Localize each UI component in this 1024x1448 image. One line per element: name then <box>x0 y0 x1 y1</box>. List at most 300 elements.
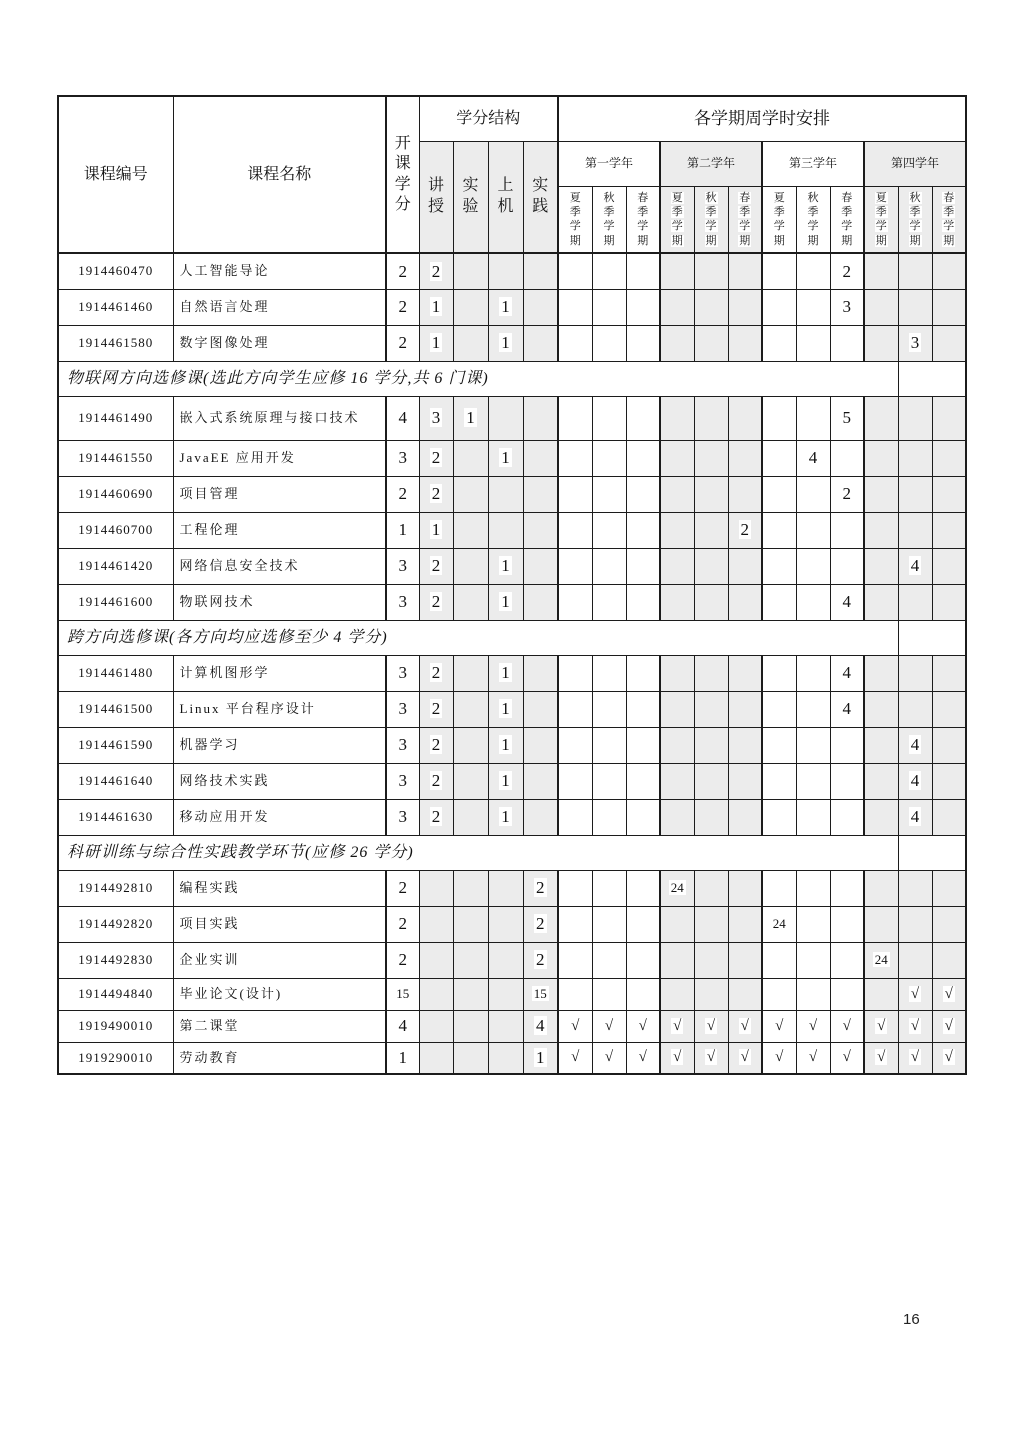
credit-structure-cell <box>523 476 558 512</box>
semester-hours-cell <box>830 978 864 1010</box>
credit-structure-cell <box>488 1042 523 1074</box>
semester-hours-cell <box>694 727 728 763</box>
semester-hours-cell <box>660 253 694 289</box>
semester-hours-cell: √ <box>626 1010 660 1042</box>
course-id-cell: 1914461590 <box>58 727 173 763</box>
semester-hours-cell: √ <box>558 1042 592 1074</box>
header-year-1: 第一学年 <box>558 141 660 186</box>
credit-structure-cell: 2 <box>523 870 558 906</box>
semester-hours-cell <box>796 727 830 763</box>
semester-hours-cell <box>864 870 898 906</box>
semester-hours-cell: √ <box>694 1042 728 1074</box>
semester-hours-cell <box>898 476 932 512</box>
credit-structure-cell <box>453 978 488 1010</box>
semester-hours-cell <box>762 799 796 835</box>
semester-hours-cell <box>660 396 694 440</box>
semester-hours-cell <box>830 799 864 835</box>
section-title: 跨方向选修课(各方向均应选修至少 4 学分) <box>58 620 898 655</box>
semester-hours-cell <box>592 289 626 325</box>
semester-hours-cell <box>932 870 966 906</box>
credit-structure-cell: 1 <box>488 655 523 691</box>
credit-structure-cell: 1 <box>419 289 453 325</box>
semester-hours-cell: √ <box>864 1010 898 1042</box>
credit-structure-cell: 1 <box>488 289 523 325</box>
semester-hours-cell: √ <box>728 1042 762 1074</box>
semester-hours-cell <box>864 253 898 289</box>
header-semester: 夏 季 学 期 <box>864 186 898 253</box>
course-id-cell: 1919290010 <box>58 1042 173 1074</box>
header-schedule-group: 各学期周学时安排 <box>558 96 966 141</box>
semester-hours-cell <box>626 691 660 727</box>
credit-structure-cell <box>488 942 523 978</box>
semester-hours-cell <box>694 396 728 440</box>
semester-hours-cell: √ <box>660 1010 694 1042</box>
section-row <box>58 835 966 870</box>
semester-hours-cell <box>558 763 592 799</box>
semester-hours-cell <box>592 942 626 978</box>
semester-hours-cell <box>558 691 592 727</box>
credit-structure-cell <box>453 691 488 727</box>
semester-hours-cell <box>694 476 728 512</box>
semester-hours-cell <box>830 942 864 978</box>
credit-structure-cell: 2 <box>523 942 558 978</box>
header-row-groups <box>58 96 966 141</box>
course-credits-cell: 3 <box>386 440 419 476</box>
course-row <box>58 870 966 906</box>
course-id-cell: 1914461630 <box>58 799 173 835</box>
course-credits-cell: 15 <box>386 978 419 1010</box>
credit-structure-cell <box>419 870 453 906</box>
semester-hours-cell <box>660 440 694 476</box>
semester-hours-cell <box>558 548 592 584</box>
course-credits-cell: 2 <box>386 253 419 289</box>
course-name-cell: 网络技术实践 <box>173 763 386 799</box>
semester-hours-cell <box>762 763 796 799</box>
course-id-cell: 1914461580 <box>58 325 173 361</box>
semester-hours-cell: 3 <box>898 325 932 361</box>
semester-hours-cell <box>728 476 762 512</box>
credit-structure-cell <box>523 548 558 584</box>
semester-hours-cell <box>660 584 694 620</box>
semester-hours-cell: √ <box>762 1042 796 1074</box>
credit-structure-cell <box>419 978 453 1010</box>
course-row <box>58 763 966 799</box>
semester-hours-cell <box>898 584 932 620</box>
course-name-cell: 自然语言处理 <box>173 289 386 325</box>
course-id-cell: 1914460700 <box>58 512 173 548</box>
course-credits-cell: 2 <box>386 942 419 978</box>
semester-hours-cell: √ <box>898 1010 932 1042</box>
semester-hours-cell <box>762 978 796 1010</box>
semester-hours-cell <box>898 253 932 289</box>
header-semester: 秋 季 学 期 <box>694 186 728 253</box>
semester-hours-cell <box>626 476 660 512</box>
credit-structure-cell: 1 <box>419 512 453 548</box>
course-id-cell: 1914494840 <box>58 978 173 1010</box>
semester-hours-cell <box>796 870 830 906</box>
semester-hours-cell: 24 <box>762 906 796 942</box>
semester-hours-cell <box>898 289 932 325</box>
credit-structure-cell <box>523 289 558 325</box>
semester-hours-cell <box>796 691 830 727</box>
semester-hours-cell <box>694 906 728 942</box>
semester-hours-cell: √ <box>830 1042 864 1074</box>
credit-structure-cell: 1 <box>488 440 523 476</box>
course-name-cell: 网络信息安全技术 <box>173 548 386 584</box>
semester-hours-cell: √ <box>660 1042 694 1074</box>
semester-hours-cell <box>728 655 762 691</box>
semester-hours-cell <box>694 253 728 289</box>
semester-hours-cell <box>592 655 626 691</box>
semester-hours-cell: 5 <box>830 396 864 440</box>
semester-hours-cell <box>592 870 626 906</box>
course-row <box>58 978 966 1010</box>
section-title: 物联网方向选修课(选此方向学生应修 16 学分,共 6 门课) <box>58 361 898 396</box>
credit-structure-cell <box>523 799 558 835</box>
semester-hours-cell <box>660 978 694 1010</box>
semester-hours-cell <box>660 763 694 799</box>
semester-hours-cell <box>762 655 796 691</box>
credit-structure-cell <box>453 440 488 476</box>
semester-hours-cell <box>694 799 728 835</box>
header-structure-col: 实 验 <box>453 141 488 253</box>
credit-structure-cell: 15 <box>523 978 558 1010</box>
semester-hours-cell <box>864 584 898 620</box>
semester-hours-cell: √ <box>796 1010 830 1042</box>
semester-hours-cell <box>592 584 626 620</box>
credit-structure-cell <box>453 906 488 942</box>
semester-hours-cell <box>796 325 830 361</box>
semester-hours-cell <box>558 978 592 1010</box>
semester-hours-cell <box>626 978 660 1010</box>
credit-structure-cell: 3 <box>419 396 453 440</box>
semester-hours-cell <box>558 906 592 942</box>
course-row <box>58 942 966 978</box>
course-name-cell: 物联网技术 <box>173 584 386 620</box>
semester-hours-cell <box>660 727 694 763</box>
semester-hours-cell <box>762 289 796 325</box>
course-credits-cell: 3 <box>386 799 419 835</box>
course-id-cell: 1914461600 <box>58 584 173 620</box>
section-row <box>58 361 966 396</box>
semester-hours-cell <box>762 253 796 289</box>
credit-structure-cell: 2 <box>419 655 453 691</box>
semester-hours-cell <box>796 396 830 440</box>
credit-structure-cell <box>523 691 558 727</box>
credit-structure-cell <box>453 1010 488 1042</box>
credit-structure-cell <box>453 655 488 691</box>
semester-hours-cell: √ <box>864 1042 898 1074</box>
semester-hours-cell: √ <box>762 1010 796 1042</box>
semester-hours-cell <box>762 584 796 620</box>
header-semester: 春 季 学 期 <box>626 186 660 253</box>
semester-hours-cell <box>898 396 932 440</box>
course-id-cell: 1919490010 <box>58 1010 173 1042</box>
course-id-cell: 1914460690 <box>58 476 173 512</box>
semester-hours-cell <box>796 512 830 548</box>
semester-hours-cell <box>762 942 796 978</box>
course-credits-cell: 2 <box>386 906 419 942</box>
header-year-2: 第二学年 <box>660 141 762 186</box>
semester-hours-cell <box>558 942 592 978</box>
credit-structure-cell <box>488 476 523 512</box>
course-row <box>58 289 966 325</box>
semester-hours-cell <box>830 512 864 548</box>
semester-hours-cell: 24 <box>660 870 694 906</box>
course-credits-cell: 3 <box>386 548 419 584</box>
semester-hours-cell <box>932 396 966 440</box>
header-semester: 夏 季 学 期 <box>660 186 694 253</box>
credit-structure-cell: 1 <box>488 763 523 799</box>
credit-structure-cell <box>419 906 453 942</box>
semester-hours-cell <box>592 396 626 440</box>
semester-hours-cell: √ <box>796 1042 830 1074</box>
semester-hours-cell <box>558 584 592 620</box>
semester-hours-cell <box>728 799 762 835</box>
semester-hours-cell <box>626 942 660 978</box>
semester-hours-cell: √ <box>694 1010 728 1042</box>
credit-structure-cell: 2 <box>419 440 453 476</box>
credit-structure-cell: 1 <box>488 548 523 584</box>
semester-hours-cell <box>864 396 898 440</box>
semester-hours-cell <box>796 942 830 978</box>
credit-structure-cell: 1 <box>488 799 523 835</box>
credit-structure-cell <box>453 763 488 799</box>
page-number: 16 <box>903 1311 920 1328</box>
semester-hours-cell <box>694 512 728 548</box>
semester-hours-cell <box>932 325 966 361</box>
course-name-cell: 计算机图形学 <box>173 655 386 691</box>
semester-hours-cell <box>932 906 966 942</box>
credit-structure-cell: 2 <box>419 691 453 727</box>
semester-hours-cell <box>626 763 660 799</box>
semester-hours-cell <box>592 727 626 763</box>
semester-hours-cell: √ <box>898 978 932 1010</box>
semester-hours-cell <box>626 548 660 584</box>
semester-hours-cell <box>932 727 966 763</box>
semester-hours-cell <box>864 763 898 799</box>
header-structure-col: 上 机 <box>488 141 523 253</box>
credit-structure-cell <box>453 325 488 361</box>
credit-structure-cell: 1 <box>488 584 523 620</box>
course-name-cell: 嵌入式系统原理与接口技术 <box>173 396 386 440</box>
course-row <box>58 253 966 289</box>
semester-hours-cell <box>898 691 932 727</box>
course-row <box>58 727 966 763</box>
semester-hours-cell <box>592 512 626 548</box>
semester-hours-cell <box>864 325 898 361</box>
credit-structure-cell <box>453 476 488 512</box>
semester-hours-cell: 2 <box>830 253 864 289</box>
semester-hours-cell <box>864 512 898 548</box>
semester-hours-cell <box>626 906 660 942</box>
course-credits-cell: 1 <box>386 512 419 548</box>
semester-hours-cell <box>898 440 932 476</box>
course-id-cell: 1914492810 <box>58 870 173 906</box>
semester-hours-cell <box>898 655 932 691</box>
credit-structure-cell: 2 <box>419 476 453 512</box>
course-row <box>58 548 966 584</box>
semester-hours-cell <box>558 799 592 835</box>
semester-hours-cell <box>796 978 830 1010</box>
course-name-cell: 数字图像处理 <box>173 325 386 361</box>
semester-hours-cell <box>592 325 626 361</box>
semester-hours-cell: √ <box>932 1042 966 1074</box>
semester-hours-cell: √ <box>898 1042 932 1074</box>
course-name-cell: JavaEE 应用开发 <box>173 440 386 476</box>
semester-hours-cell <box>694 691 728 727</box>
course-credits-cell: 2 <box>386 289 419 325</box>
credit-structure-cell <box>453 870 488 906</box>
credit-structure-cell: 2 <box>419 253 453 289</box>
credit-structure-cell <box>488 906 523 942</box>
header-year-3: 第三学年 <box>762 141 864 186</box>
header-semester: 秋 季 学 期 <box>796 186 830 253</box>
course-row <box>58 906 966 942</box>
semester-hours-cell <box>626 440 660 476</box>
semester-hours-cell <box>762 870 796 906</box>
semester-hours-cell <box>592 253 626 289</box>
semester-hours-cell <box>796 655 830 691</box>
course-name-cell: 项目实践 <box>173 906 386 942</box>
course-credits-cell: 4 <box>386 1010 419 1042</box>
course-id-cell: 1914461640 <box>58 763 173 799</box>
section-title: 科研训练与综合性实践教学环节(应修 26 学分) <box>58 835 898 870</box>
header-semester: 秋 季 学 期 <box>898 186 932 253</box>
credit-structure-cell: 1 <box>419 325 453 361</box>
semester-hours-cell <box>864 548 898 584</box>
course-id-cell: 1914461500 <box>58 691 173 727</box>
semester-hours-cell <box>592 476 626 512</box>
semester-hours-cell <box>728 727 762 763</box>
semester-hours-cell <box>694 440 728 476</box>
semester-hours-cell <box>932 253 966 289</box>
semester-hours-cell <box>864 799 898 835</box>
semester-hours-cell <box>830 325 864 361</box>
semester-hours-cell <box>660 691 694 727</box>
header-structure-col: 实 践 <box>523 141 558 253</box>
course-name-cell: Linux 平台程序设计 <box>173 691 386 727</box>
course-name-cell: 劳动教育 <box>173 1042 386 1074</box>
semester-hours-cell <box>728 396 762 440</box>
semester-hours-cell: 4 <box>898 548 932 584</box>
semester-hours-cell <box>694 978 728 1010</box>
section-row <box>58 620 966 655</box>
course-credits-cell: 4 <box>386 396 419 440</box>
semester-hours-cell <box>932 942 966 978</box>
semester-hours-cell <box>898 870 932 906</box>
credit-structure-cell: 2 <box>523 906 558 942</box>
header-semester: 夏 季 学 期 <box>558 186 592 253</box>
course-id-cell: 1914461490 <box>58 396 173 440</box>
semester-hours-cell <box>762 325 796 361</box>
header-year-4: 第四学年 <box>864 141 966 186</box>
semester-hours-cell: 4 <box>898 799 932 835</box>
semester-hours-cell <box>932 655 966 691</box>
credit-structure-cell <box>419 1042 453 1074</box>
course-credits-cell: 3 <box>386 727 419 763</box>
credit-structure-cell <box>453 253 488 289</box>
credit-structure-cell <box>488 396 523 440</box>
semester-hours-cell <box>558 289 592 325</box>
course-name-cell: 毕业论文(设计) <box>173 978 386 1010</box>
semester-hours-cell <box>592 906 626 942</box>
semester-hours-cell <box>626 289 660 325</box>
course-row <box>58 799 966 835</box>
credit-structure-cell <box>523 763 558 799</box>
semester-hours-cell: 4 <box>830 655 864 691</box>
course-row <box>58 476 966 512</box>
semester-hours-cell <box>728 870 762 906</box>
credit-structure-cell: 1 <box>488 727 523 763</box>
course-row <box>58 325 966 361</box>
semester-hours-cell: √ <box>592 1042 626 1074</box>
course-name-cell: 编程实践 <box>173 870 386 906</box>
semester-hours-cell <box>864 476 898 512</box>
semester-hours-cell <box>830 548 864 584</box>
semester-hours-cell <box>728 942 762 978</box>
semester-hours-cell: √ <box>558 1010 592 1042</box>
semester-hours-cell <box>762 727 796 763</box>
semester-hours-cell <box>864 655 898 691</box>
credit-structure-cell: 1 <box>523 1042 558 1074</box>
header-semester: 春 季 学 期 <box>728 186 762 253</box>
semester-hours-cell: √ <box>830 1010 864 1042</box>
semester-hours-cell <box>796 476 830 512</box>
semester-hours-cell: √ <box>592 1010 626 1042</box>
semester-hours-cell <box>762 548 796 584</box>
semester-hours-cell <box>558 440 592 476</box>
semester-hours-cell <box>626 396 660 440</box>
credit-structure-cell: 2 <box>419 763 453 799</box>
header-structure-col: 讲 授 <box>419 141 453 253</box>
semester-hours-cell <box>762 440 796 476</box>
course-credits-cell: 3 <box>386 655 419 691</box>
semester-hours-cell <box>694 289 728 325</box>
semester-hours-cell <box>626 325 660 361</box>
credit-structure-cell <box>453 512 488 548</box>
semester-hours-cell <box>796 548 830 584</box>
course-name-cell: 项目管理 <box>173 476 386 512</box>
course-row <box>58 396 966 440</box>
semester-hours-cell <box>864 440 898 476</box>
course-credits-cell: 2 <box>386 476 419 512</box>
semester-hours-cell <box>592 978 626 1010</box>
credit-structure-cell <box>523 512 558 548</box>
semester-hours-cell <box>558 476 592 512</box>
credit-structure-cell <box>453 548 488 584</box>
semester-hours-cell <box>830 870 864 906</box>
credit-structure-cell: 4 <box>523 1010 558 1042</box>
credit-structure-cell: 2 <box>419 548 453 584</box>
semester-hours-cell <box>728 906 762 942</box>
semester-hours-cell <box>626 253 660 289</box>
course-name-cell: 工程伦理 <box>173 512 386 548</box>
semester-hours-cell <box>660 799 694 835</box>
credit-structure-cell <box>453 584 488 620</box>
credit-structure-cell <box>488 512 523 548</box>
semester-hours-cell <box>558 325 592 361</box>
semester-hours-cell <box>728 691 762 727</box>
semester-hours-cell <box>932 289 966 325</box>
course-id-cell: 1914460470 <box>58 253 173 289</box>
credit-structure-cell <box>453 942 488 978</box>
credit-structure-cell <box>523 253 558 289</box>
semester-hours-cell <box>728 584 762 620</box>
semester-hours-cell <box>796 289 830 325</box>
header-semester: 秋 季 学 期 <box>592 186 626 253</box>
semester-hours-cell: 4 <box>796 440 830 476</box>
